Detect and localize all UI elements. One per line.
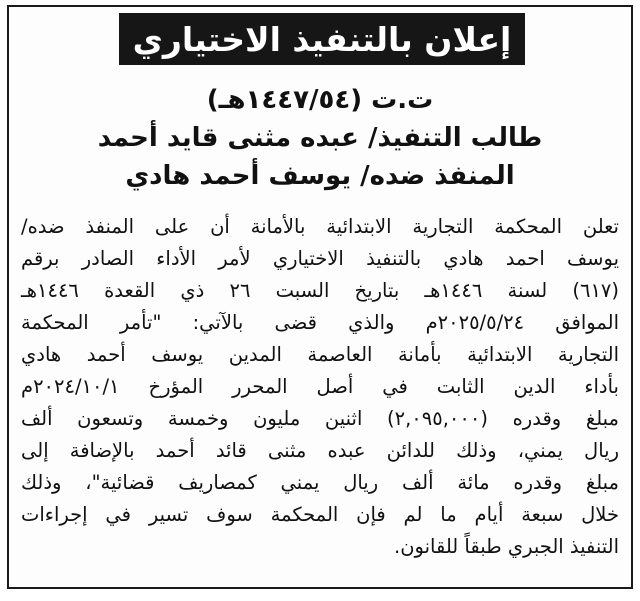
body-line: مبلغ وقدره مائة ألف ريال يمني كمصاريف قضائية"، وذلك <box>21 471 619 494</box>
body-line: التجارية الابتدائية بأمانة العاصمة المدين يوسف أحمد هادي <box>21 343 619 366</box>
notice-title: إعلان بالتنفيذ الاختياري <box>132 19 512 59</box>
notice-header-block <box>9 81 631 195</box>
body-line: خلال سبعة أيام ما لم فإن المحكمة سوف تسير في إجراءات <box>21 503 619 526</box>
body-line: يوسف احمد هادي بالتنفيذ الاختياري لأمر الأداء الصادر برقم <box>21 247 619 270</box>
case-number: ت.ت (١٤٤٧/٥٤هـ) <box>206 85 434 115</box>
body-line: التنفيذ الجبري طبقاً للقانون. <box>394 535 619 558</box>
body-line: ريال يمني، وذلك للدائن عبده مثنى قائد أحمد بالإضافة إلى <box>21 439 619 462</box>
body-line: مبلغ وقدره (٢,٠٩٥,٠٠٠) اثنين مليون وخمسة وتسعون ألف <box>21 407 619 430</box>
body-line: بأداء الدين الثابت في أصل المحرر المؤرخ ٢٠٢٤/١٠/١م <box>21 375 619 398</box>
claimant-line: طالب التنفيذ/ عبده مثنى قايد أحمد <box>97 123 543 153</box>
body-line: الموافق ٢٠٢٥/٥/٢٤م والذي قضى بالآتي: "تأمر المحكمة <box>21 311 619 334</box>
body-line: تعلن المحكمة التجارية الابتدائية بالأمانة أن على المنفذ ضده/ <box>21 215 619 238</box>
notice-frame <box>7 5 633 589</box>
body-line: (٦١٧) لسنة ١٤٤٦هـ بتاريخ السبت ٢٦ ذي القعدة ١٤٤٦هـ <box>21 279 619 302</box>
notice-title-banner <box>119 13 525 65</box>
notice-body <box>21 211 619 563</box>
respondent-line: المنفذ ضده/ يوسف أحمد هادي <box>125 161 515 191</box>
